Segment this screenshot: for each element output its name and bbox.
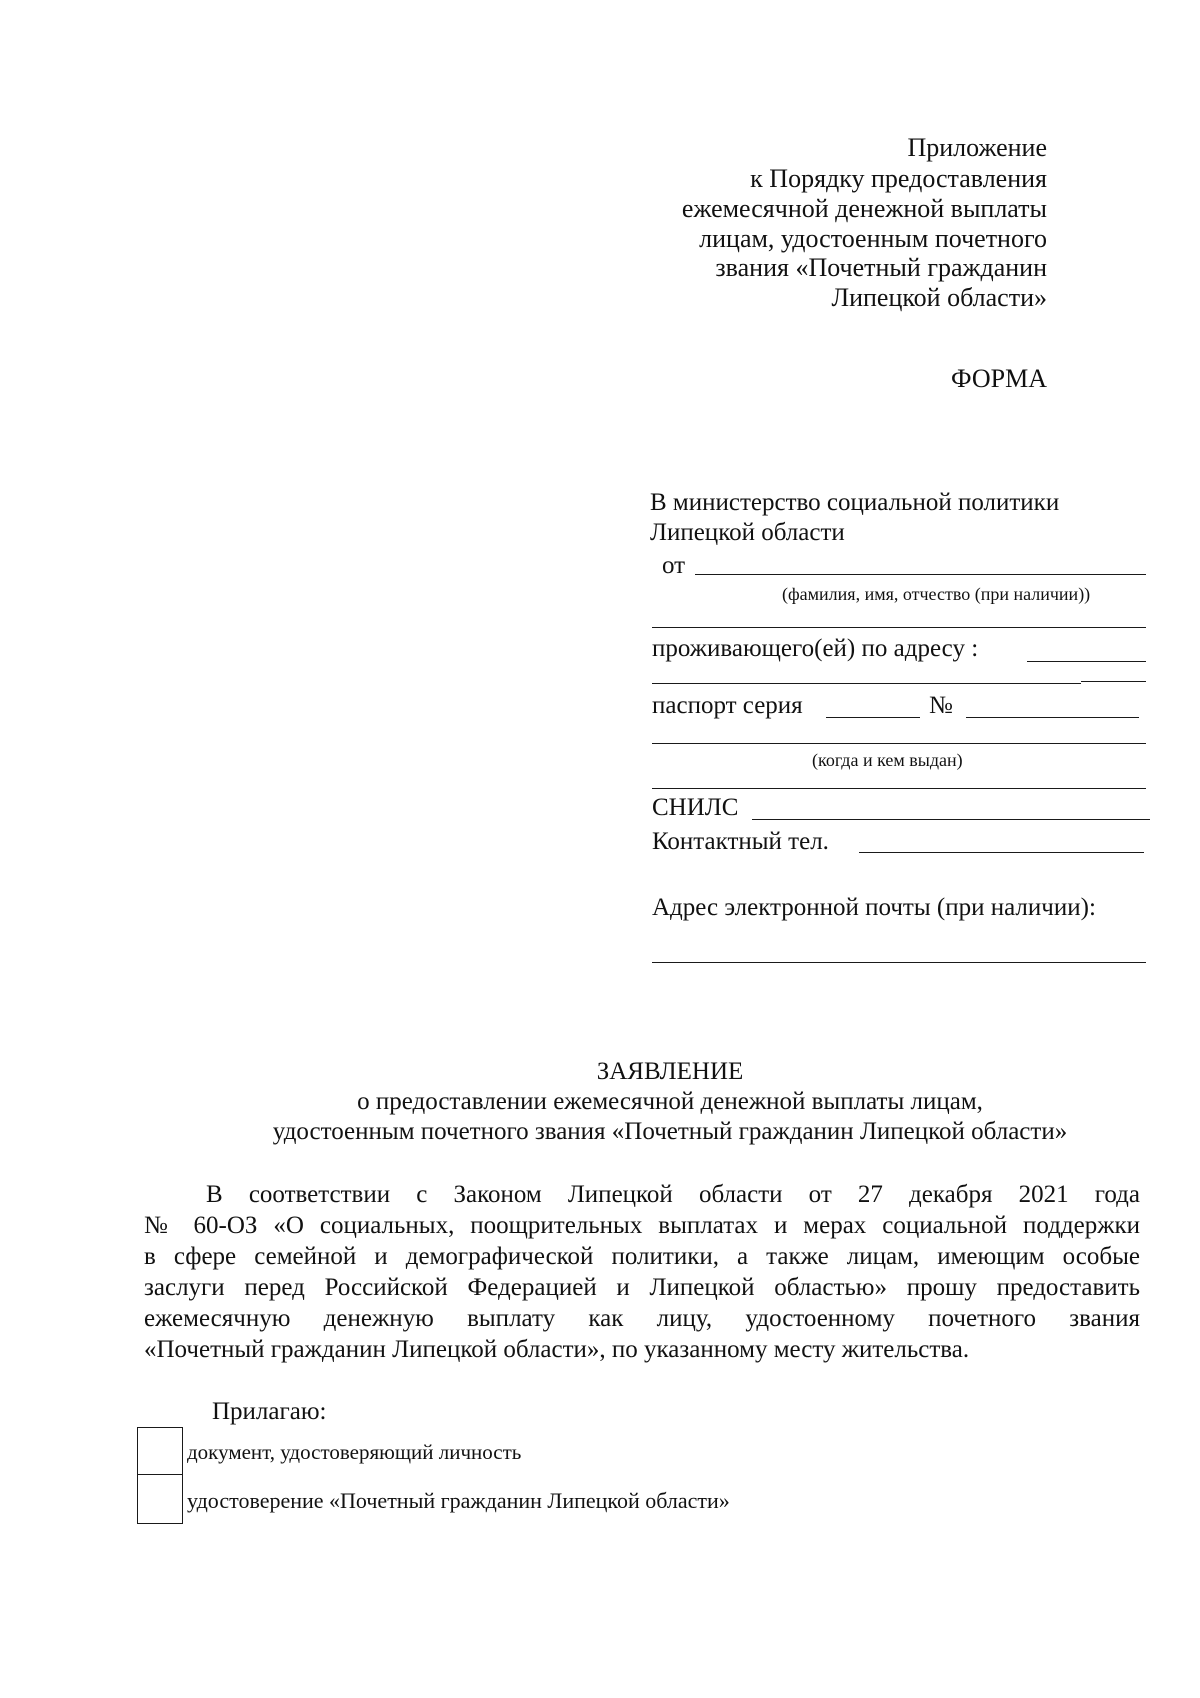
statement-subtitle-line-2: удостоенным почетного звания «Почетный гражданин Липецкой области» [272, 1118, 1068, 1145]
body-line-1: В соответствии с Законом Липецкой области от 27 декабря 2021 года [206, 1181, 1140, 1208]
passport-number-field[interactable] [966, 717, 1139, 718]
phone-label: Контактный тел. [652, 828, 829, 855]
body-line-3: в сфере семейной и демографической политики, а также лицам, имеющим особые [144, 1243, 1140, 1270]
passport-series-label: паспорт серия [652, 692, 803, 719]
attachment-checkbox-1[interactable] [137, 1427, 183, 1477]
appendix-line-2: к Порядку предоставления [750, 164, 1047, 193]
statement-subtitle-line-1: о предоставлении ежемесячной денежной выплаты лицам, [357, 1088, 983, 1115]
passport-hint: (когда и кем выдан) [812, 750, 963, 770]
passport-issued-field[interactable] [652, 743, 1146, 744]
appendix-line-6: Липецкой области» [831, 283, 1047, 312]
from-label: от [662, 552, 686, 579]
residence-field-line-2b[interactable] [1081, 681, 1146, 682]
email-label: Адрес электронной почты (при наличии): [652, 894, 1096, 921]
form-label: ФОРМА [951, 364, 1047, 393]
from-hint: (фамилия, имя, отчество (при наличии)) [782, 584, 1091, 604]
body-line-5: ежемесячную денежную выплату как лицу, удостоенному почетного звания [144, 1305, 1140, 1332]
body-line-6: «Почетный гражданин Липецкой области», по указанному месту жительства. [144, 1336, 970, 1363]
body-line-4: заслуги перед Российской Федерацией и Липецкой областью» прошу предоставить [144, 1274, 1140, 1301]
body-line-2: № 60-ОЗ «О социальных, поощрительных выплатах и мерах социальной поддержки [144, 1212, 1140, 1239]
from-name-field-line-2[interactable] [652, 627, 1146, 628]
appendix-line-5: звания «Почетный гражданин [715, 253, 1047, 282]
appendix-line-3: ежемесячной денежной выплаты [681, 194, 1047, 223]
statement-heading: ЗАЯВЛЕНИЕ [596, 1058, 744, 1085]
snils-label: СНИЛС [652, 794, 739, 821]
attachment-item-2: удостоверение «Почетный гражданин Липецкой области» [187, 1488, 730, 1513]
passport-number-label: № [929, 692, 953, 719]
passport-series-field[interactable] [826, 717, 920, 718]
phone-field[interactable] [859, 852, 1144, 853]
appendix-line-1: Приложение [907, 133, 1047, 162]
attachments-label: Прилагаю: [212, 1398, 327, 1425]
from-name-field[interactable] [695, 574, 1146, 575]
addressee-line-2: Липецкой области [650, 519, 845, 546]
residence-field-line-2[interactable] [652, 683, 1081, 684]
snils-field[interactable] [752, 819, 1150, 820]
residence-label: проживающего(ей) по адресу : [652, 635, 979, 662]
appendix-line-4: лицам, удостоенным почетного [699, 224, 1047, 253]
addressee-line-1: В министерство социальной политики [650, 489, 1060, 516]
residence-field[interactable] [1027, 661, 1146, 662]
email-field[interactable] [652, 962, 1146, 963]
attachment-item-1: документ, удостоверяющий личность [187, 1440, 522, 1464]
attachment-checkbox-2[interactable] [137, 1474, 183, 1524]
passport-issued-field-line-2[interactable] [652, 788, 1146, 789]
